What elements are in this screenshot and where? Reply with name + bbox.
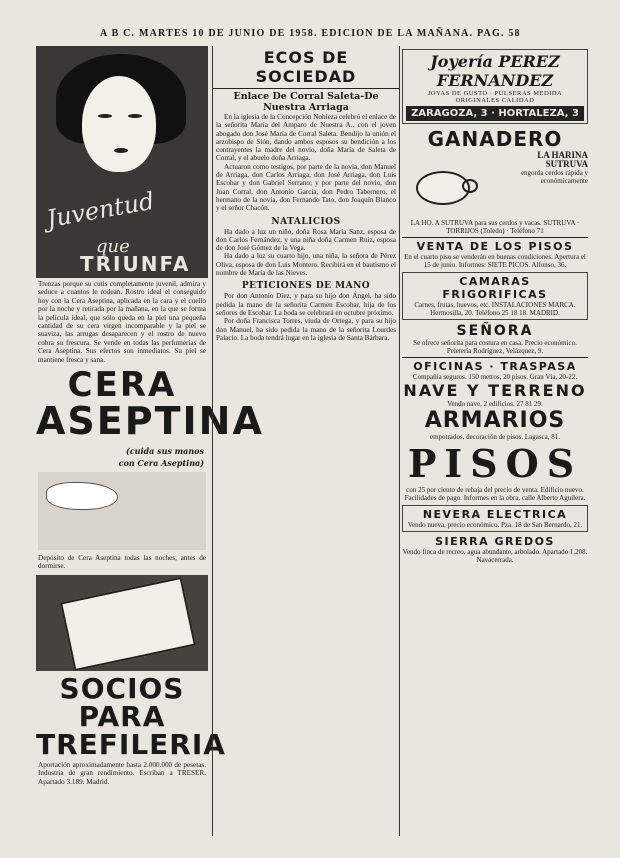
pig-ad-body: engorda cerdos rápida y económicamente [520,169,588,185]
nevera-text: Vendo nueva, precio económico. Pza. 18 de San Bernardo, 21. [407,521,583,529]
camaras-ad [402,272,588,320]
cera-heading: CERA [67,365,177,406]
ganadero-heading: GANADERO [427,127,563,151]
nave-heading: NAVE Y TERRENO [403,381,587,400]
product-box-illustration [36,575,208,671]
camaras-text: Carnes, frutas, huevos, etc. INSTALACIONES MARCA. Hermosilla, 20. Teléfono 25 18 18. MADRID. [414,301,576,317]
cera-paragraph: Trenzas porque su cutis completamente juvenil, admira y seduce a cuantos le rodean. Rostro ideal el conseguido hoy con la Cera Aseptina, aplicada en la cara y el cuello por la noche y retirada por la mañana, en la que se forma la película ideal, que sólo queda en la piel una pequeña cantidad de su cera virgen incomparable y la piel se suaviza, las arrugas desaparecen y el rostro de nuevo cobra su frescura. Se vende en todas las perfumerías de Cera Aseptina. Sus efectos son inmediatos. Su piel se mantiene fresca y sana. [38,280,206,364]
oficinas-heading: OFICINAS · TRASPASA [413,360,577,373]
art-script-que: que [96,236,130,257]
armarios-text: empotrados, decoración de pisos. Lagasca, 81. [429,433,561,441]
enlace-subtitle-1: Enlace De Corral Saleta-De [233,91,379,102]
enlace-subtitle-2: Nuestra Arriaga [263,102,349,113]
joyeria-address: ZARAGOZA, 3 · HORTALEZA, 3 [406,106,584,121]
natalicios-heading: NATALICIOS [271,216,341,227]
pisos-heading: PISOS [407,441,583,486]
paragraph-2: Actuaron como testigos, por parte de la novia, don Manuel de Arriaga, don Carlos Arriaga, don José Arriaga, don Luis Escobar y don Gabriel Serrano; y por parte del novio, don Juan Corral, don Antonio García, don Pedro Tabernero, el hermano de la novia, don Fernando Tato, don Joaquín Blanco y el señor Chacón. [216,162,396,213]
camaras-heading-2: FRIGORIFICAS [442,288,548,301]
pig-snout [462,179,478,193]
ecos-title: ECOS DE SOCIEDAD [255,48,357,86]
paragraph-5: Por don Antonio Díez, y para su hijo don Ángel, ha sido pedida la mano de la señorita Carmen Escobar, hija de los señores de Escobar. La boda se celebrará en octubre próximo. [216,292,396,317]
socios-heading: SOCIOS PARA [59,671,185,733]
rule-2 [402,357,588,358]
paragraph-3: Ha dado a luz un niño, doña Rosa María Sanz, esposa de don Carlos Fernández, y una niña doña Carmen Ruiz, esposa de don José Gómez de la Vega. [216,227,396,253]
camaras-heading-1: CAMARAS [459,275,531,288]
aseptina-heading: ASEPTINA [36,399,264,444]
nave-text: Vendo nave, 2 edificios. 27 81 29. [447,400,543,408]
senora-heading: SEÑORA [456,323,534,339]
box-shape [60,577,196,671]
title-rule [213,88,399,89]
socios-paragraph: Aportación aproximadamente hasta 2.000.000 de pesetas. Industria de gran rendimiento. Escriban a TRESER. Apartado 3.189. Madrid. [38,760,206,786]
art-script-juventud: Juventud [44,186,157,234]
venta-pisos-heading: VENTA DE LOS PISOS [416,240,574,253]
joyeria-name: Joyería PEREZ FERNANDEZ [430,52,560,90]
senora-text: Se ofrece señorita para costura en casa. Precio económico. Peletería Rodríguez, Velázquez, 9. [413,339,577,355]
woman-illustration [36,46,208,278]
sutruva-text: LA HO. A SUTRUVA para sus cerdos y vacas. SUTRUVA · TORRIJOS (Toledo) · Teléfono 71 [410,219,580,235]
nevera-heading: NEVERA ELECTRICA [422,508,568,521]
venta-pisos-text: En el cuarto piso se venderán en buenas condiciones. Apertura el 15 de junio. Informes: SIETE PICOS. Alfonso, 36. [404,253,586,269]
hand-illustration [38,472,206,550]
tagline-2: con Cera Aseptina) [118,458,204,469]
pig-illustration [402,151,498,219]
pig-ad-text [498,151,588,219]
paragraph-4: Ha dado a luz su cuarto hijo, una niña, la señora de Pérez Oliva, esposa de don Luis Montero. Recibirá en el bautismo el nombre de María de las Nieves. [216,252,396,278]
lips [114,148,128,153]
pig-ad [402,151,588,219]
rule-1 [402,237,588,238]
paragraph-1: En la iglesia de la Concepción Nobleza celebró el enlace de la señorita María del Amparo de Nuestra A., con el joven abogado don José María de Corral Saleta. Bendijo la unión el arzobispo de Sión, dando ambos esposos su bendición a los contrayentes la madre del novio, doña María de Saleta de Corral, y el abuelo doña Arriaga. [216,113,396,163]
face-shape [82,76,156,172]
tagline-1: (cuida sus manos [126,446,204,457]
pig-ad-title: LA HARINA SUTRUVA [537,150,588,169]
trefileria-heading: TREFILERIA [36,727,226,761]
nevera-ad [402,505,588,532]
page-header: A B C. MARTES 10 DE JUNIO DE 1958. EDICION DE LA MAÑANA. PAG. 58 [100,28,521,39]
peticiones-heading: PETICIONES DE MANO [241,281,371,292]
sierra-text: Vendo finca de recreo, agua abundante, arbolado. Apartado 1.208. Navacerrada. [402,548,588,564]
eye-left [98,114,112,118]
hand-shape [46,482,118,510]
paragraph-6: Por doña Francisca Torres, viuda de Ortega, y para su hijo don Manuel, ha sido pedida la mano de la señorita Lourdes Palacio. La boda tendrá lugar en la iglesia de Santa Bárbara. [216,317,396,342]
oficinas-text: Compañía seguros. 150 metros, 20 pisos. Gran Vía, 20-22. [412,373,578,381]
joyeria-ad [402,49,588,124]
hand-paragraph: Depósito de Cera Aseptina todas las noches, antes de dormirse. [38,554,206,571]
right-column [402,46,588,836]
sierra-heading: SIERRA GREDOS [435,535,555,548]
art-triunfa: TRIUNFA [80,252,191,276]
armarios-heading: ARMARIOS [424,408,566,433]
joyeria-line-2: ORIGINALES CALIDAD [455,97,535,104]
left-column [36,46,264,836]
joyeria-line-1: JOYAS DE GUSTO · PULSERAS MEDIDA [427,90,563,97]
middle-column [212,46,400,836]
eye-right [128,114,142,118]
pisos-text: con 25 por ciento de rebaja del precio de venta. Edificio nuevo. Facilidades de pago. Informes en la obra, calle Alberto Aguilera. [404,486,586,502]
